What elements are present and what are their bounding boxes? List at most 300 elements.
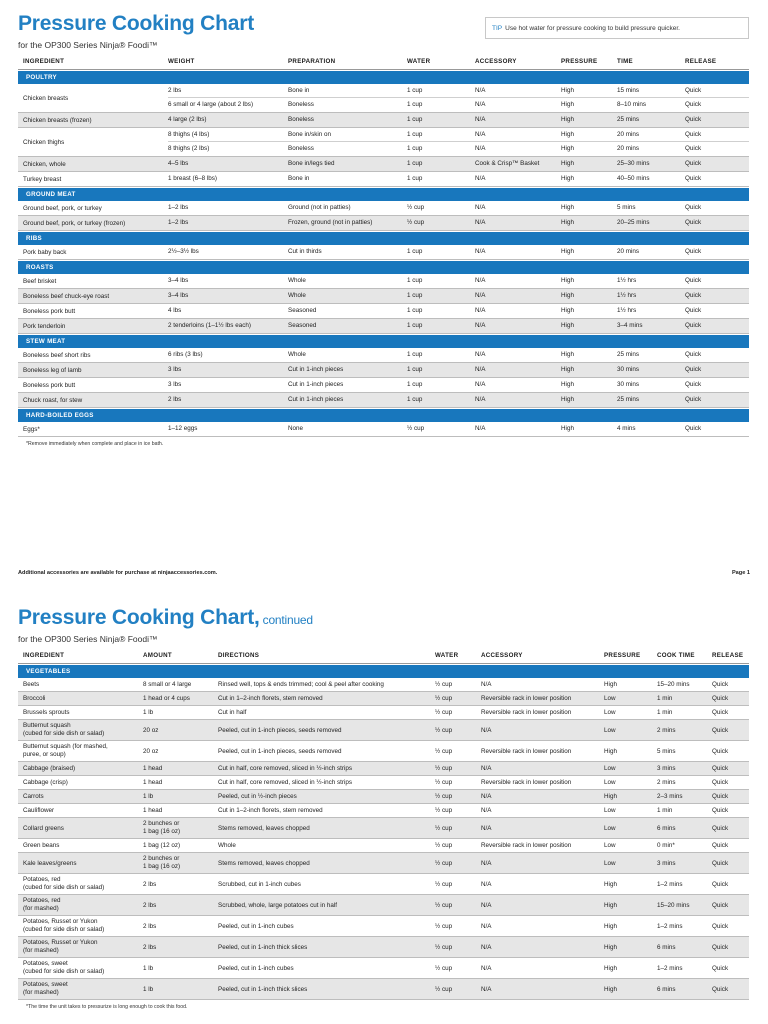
table-row: [18, 422, 749, 437]
time-cell: 25 mins: [617, 116, 640, 123]
directions-cell: Stems removed, leaves chopped: [218, 824, 310, 832]
table-row: [18, 216, 749, 231]
column-header: INGREDIENT: [23, 652, 65, 659]
directions-cell: Stems removed, leaves chopped: [218, 859, 310, 867]
column-header: AMOUNT: [143, 652, 172, 659]
weight-cell: 3 lbs: [168, 381, 182, 388]
preparation-cell: Whole: [288, 277, 306, 284]
time-cell: 40–50 mins: [617, 175, 650, 182]
amount-cell: 2 lbs: [143, 922, 157, 930]
pressure-cell: High: [561, 248, 574, 255]
weight-cell: 2 lbs: [168, 396, 182, 403]
preparation-cell: Bone in/legs tied: [288, 160, 335, 167]
weight-cell: 1–2 lbs: [168, 204, 189, 211]
release-cell: Quick: [712, 985, 729, 993]
pressure-cell: High: [604, 943, 617, 951]
pressure-cell: High: [561, 175, 574, 182]
water-cell: ½ cup: [435, 880, 453, 888]
ingredient-cell: Butternut squash (for mashed,: [23, 743, 108, 750]
water-cell: ½ cup: [435, 695, 453, 702]
water-cell: ½ cup: [435, 709, 453, 716]
release-cell: Quick: [712, 765, 729, 772]
ingredient-cell: (cubed for side dish or salad): [23, 925, 105, 933]
column-header: WEIGHT: [168, 58, 195, 65]
table-row: [18, 172, 749, 187]
ingredient-cell: Cauliflower: [23, 807, 55, 814]
accessory-cell: N/A: [481, 765, 492, 772]
release-cell: Quick: [685, 175, 702, 182]
table-row: [18, 378, 749, 393]
accessory-cell: Reversible rack in lower position: [481, 695, 572, 702]
directions-cell: Peeled, cut in ½-inch pieces: [218, 793, 297, 800]
table-header-continued: [18, 649, 749, 664]
accessories-footer: Additional accessories are available for purchase at ninjaaccessories.com.: [18, 570, 218, 576]
accessory-cell: N/A: [481, 922, 492, 930]
water-cell: ½ cup: [435, 681, 453, 688]
amount-cell: 1 head: [143, 779, 163, 786]
time-cell: 5 mins: [617, 204, 636, 211]
column-header: WATER: [407, 58, 431, 65]
accessory-cell: N/A: [481, 943, 492, 951]
water-cell: ½ cup: [407, 219, 425, 226]
page-number: Page 1: [731, 570, 750, 576]
column-header: RELEASE: [685, 58, 717, 65]
preparation-cell: Cut in 1-inch pieces: [288, 366, 344, 373]
ingredient-cell: Boneless leg of lamb: [23, 366, 82, 374]
table-row: [18, 363, 749, 378]
water-cell: 1 cup: [407, 322, 423, 329]
water-cell: 1 cup: [407, 396, 423, 403]
release-cell: Quick: [685, 425, 702, 432]
time-cell: 0 min*: [657, 842, 675, 849]
amount-cell: 1 lb: [143, 964, 154, 972]
time-cell: 25 mins: [617, 351, 640, 358]
column-header: COOK TIME: [657, 652, 695, 659]
accessory-cell: N/A: [475, 292, 486, 299]
water-cell: 1 cup: [407, 101, 423, 108]
time-cell: 15 mins: [617, 87, 640, 94]
accessory-cell: N/A: [475, 87, 486, 94]
pressure-cell: Low: [604, 765, 616, 772]
column-header: ACCESSORY: [475, 58, 517, 65]
pressure-cell: High: [604, 880, 617, 888]
accessory-cell: N/A: [481, 807, 492, 814]
page-subtitle: for the OP300 Series Ninja® Foodi™: [18, 40, 158, 50]
table-row: [18, 348, 749, 363]
table-row: [18, 895, 749, 916]
ingredient-cell: Chicken thighs: [23, 138, 65, 146]
ingredient-cell: Potatoes, red: [23, 876, 61, 883]
ingredient-cell: Beef brisket: [23, 277, 57, 285]
amount-cell: 8 small or 4 large: [143, 681, 192, 688]
pressure-cell: High: [604, 747, 617, 755]
weight-cell: 8 thighs (4 lbs): [168, 131, 210, 138]
time-cell: 5 mins: [657, 747, 676, 755]
section-header: ROASTS: [18, 261, 749, 274]
accessory-cell: N/A: [481, 824, 492, 832]
preparation-cell: Ground (not in patties): [288, 204, 351, 211]
sub-row-divider: [168, 97, 749, 98]
table-row: [18, 201, 749, 216]
pressure-cell: Low: [604, 824, 616, 832]
release-cell: Quick: [712, 943, 729, 951]
page-subtitle-continued: for the OP300 Series Ninja® Foodi™: [18, 634, 158, 644]
weight-cell: 1–2 lbs: [168, 219, 189, 226]
directions-cell: Cut in half, core removed, sliced in ½-inch strips: [218, 779, 353, 786]
directions-cell: Peeled, cut in 1-inch cubes: [218, 922, 294, 930]
time-cell: 3 mins: [657, 765, 676, 772]
pressure-cell: High: [561, 204, 574, 211]
pressure-cell: Low: [604, 779, 616, 786]
directions-cell: Peeled, cut in 1-inch thick slices: [218, 985, 308, 993]
time-cell: 20 mins: [617, 131, 640, 138]
column-header: DIRECTIONS: [218, 652, 260, 659]
release-cell: Quick: [685, 322, 702, 329]
accessory-cell: N/A: [475, 277, 486, 284]
water-cell: 1 cup: [407, 131, 423, 138]
weight-cell: 3–4 lbs: [168, 277, 189, 284]
pressure-chart-table-continued: [18, 649, 749, 1000]
release-cell: Quick: [685, 277, 702, 284]
release-cell: Quick: [712, 681, 729, 688]
time-cell: 6 mins: [657, 985, 676, 993]
water-cell: 1 cup: [407, 351, 423, 358]
water-cell: 1 cup: [407, 145, 423, 152]
accessory-cell: N/A: [475, 175, 486, 182]
accessory-cell: N/A: [475, 396, 486, 403]
weight-cell: 2 lbs: [168, 87, 182, 94]
release-cell: Quick: [712, 709, 729, 716]
weight-cell: 1–12 eggs: [168, 425, 198, 432]
accessory-cell: N/A: [475, 366, 486, 373]
weight-cell: 8 thighs (2 lbs): [168, 145, 210, 152]
ingredient-cell: Chicken breasts (frozen): [23, 116, 92, 124]
weight-cell: 2 tenderloins (1–1½ lbs each): [168, 322, 251, 329]
table-row: [18, 790, 749, 804]
tip-text: Use hot water for pressure cooking to build pressure quicker.: [505, 25, 680, 32]
directions-cell: Whole: [218, 842, 236, 849]
ingredient-cell: Pork tenderloin: [23, 322, 66, 330]
section-header: RIBS: [18, 232, 749, 245]
release-cell: Quick: [685, 219, 702, 226]
amount-cell: 20 oz: [143, 726, 159, 734]
amount-cell: 1 lb: [143, 709, 154, 716]
water-cell: 1 cup: [407, 277, 423, 284]
ingredient-cell: Chicken breasts: [23, 94, 69, 102]
pressure-cell: Low: [604, 726, 616, 734]
accessory-cell: N/A: [481, 793, 492, 800]
release-cell: Quick: [685, 351, 702, 358]
water-cell: ½ cup: [435, 765, 453, 772]
weight-cell: 6 small or 4 large (about 2 lbs): [168, 101, 254, 108]
table-row: [18, 853, 749, 874]
weight-cell: 4–5 lbs: [168, 160, 189, 167]
ingredient-cell: (for mashed): [23, 988, 59, 996]
accessory-cell: N/A: [475, 248, 486, 255]
water-cell: ½ cup: [435, 807, 453, 814]
tip-label: TIP: [492, 25, 503, 32]
ingredient-cell: Broccoli: [23, 695, 46, 702]
time-cell: 4 mins: [617, 425, 636, 432]
table-row: [18, 113, 749, 128]
time-cell: 25 mins: [617, 396, 640, 403]
water-cell: ½ cup: [435, 922, 453, 930]
pressure-cell: High: [561, 145, 574, 152]
release-cell: Quick: [685, 116, 702, 123]
amount-cell: 1 bag (12 oz): [143, 842, 181, 849]
release-cell: Quick: [712, 842, 729, 849]
column-header: PREPARATION: [288, 58, 336, 65]
weight-cell: 3 lbs: [168, 366, 182, 373]
time-cell: 2 mins: [657, 779, 676, 786]
table-row: [18, 804, 749, 818]
ingredient-cell: Boneless pork butt: [23, 307, 76, 315]
table-row: [18, 762, 749, 776]
water-cell: 1 cup: [407, 292, 423, 299]
water-cell: 1 cup: [407, 87, 423, 94]
directions-cell: Cut in half: [218, 709, 247, 716]
preparation-cell: Cut in 1-inch pieces: [288, 381, 344, 388]
accessory-cell: N/A: [481, 859, 492, 867]
table-row: [18, 839, 749, 853]
time-cell: 15–20 mins: [657, 681, 690, 688]
ingredient-cell: (for mashed): [23, 904, 59, 912]
section-header: GROUND MEAT: [18, 188, 749, 201]
preparation-cell: Frozen, ground (not in patties): [288, 219, 373, 226]
pressure-cell: High: [561, 381, 574, 388]
table-row: [18, 818, 749, 839]
ingredient-cell: Chicken, whole: [23, 160, 66, 168]
time-cell: 1–2 mins: [657, 880, 683, 888]
ingredient-cell: Potatoes, red: [23, 897, 61, 904]
pressure-cell: Low: [604, 807, 616, 814]
accessory-cell: N/A: [475, 131, 486, 138]
amount-cell: 2 lbs: [143, 943, 157, 951]
table-row: [18, 720, 749, 741]
release-cell: Quick: [712, 824, 729, 832]
release-cell: Quick: [712, 747, 729, 755]
accessory-cell: Reversible rack in lower position: [481, 747, 572, 755]
water-cell: ½ cup: [435, 901, 453, 909]
release-cell: Quick: [685, 145, 702, 152]
time-cell: 15–20 mins: [657, 901, 690, 909]
pressure-cell: High: [561, 277, 574, 284]
ingredient-cell: Pork baby back: [23, 248, 67, 256]
ingredient-cell: Cabbage (braised): [23, 765, 76, 772]
water-cell: ½ cup: [407, 425, 425, 432]
section-header: VEGETABLES: [18, 665, 749, 678]
amount-cell: 1 bag (16 oz): [143, 862, 181, 870]
time-cell: 25–30 mins: [617, 160, 650, 167]
preparation-cell: Bone in: [288, 87, 310, 94]
table-row: [18, 958, 749, 979]
table-row: [18, 289, 749, 304]
amount-cell: 2 lbs: [143, 901, 157, 909]
release-cell: Quick: [685, 160, 702, 167]
accessory-cell: N/A: [475, 351, 486, 358]
preparation-cell: Boneless: [288, 145, 314, 152]
pressure-cell: High: [561, 322, 574, 329]
release-cell: Quick: [685, 131, 702, 138]
pressure-cell: Low: [604, 859, 616, 867]
release-cell: Quick: [712, 901, 729, 909]
time-cell: 1½ hrs: [617, 277, 637, 284]
release-cell: Quick: [712, 922, 729, 930]
ingredient-cell: Turkey breast: [23, 175, 62, 183]
time-cell: 3–4 mins: [617, 322, 643, 329]
footnote: *Remove immediately when complete and place in ice bath.: [26, 441, 164, 447]
time-cell: 1½ hrs: [617, 292, 637, 299]
accessory-cell: N/A: [481, 681, 492, 688]
time-cell: 6 mins: [657, 943, 676, 951]
pressure-cell: High: [561, 292, 574, 299]
amount-cell: 1 head: [143, 765, 163, 772]
time-cell: 1 min: [657, 695, 673, 702]
release-cell: Quick: [712, 807, 729, 814]
amount-cell: 20 oz: [143, 747, 159, 755]
column-header: TIME: [617, 58, 633, 65]
column-header: PRESSURE: [561, 58, 598, 65]
amount-cell: 2 bunches or: [143, 855, 180, 862]
water-cell: ½ cup: [435, 747, 453, 755]
water-cell: ½ cup: [407, 204, 425, 211]
amount-cell: 1 bag (16 oz): [143, 827, 181, 835]
accessory-cell: Reversible rack in lower position: [481, 842, 572, 849]
table-row: [18, 979, 749, 1000]
accessory-cell: Cook & Crisp™ Basket: [475, 160, 540, 167]
pressure-cell: High: [561, 131, 574, 138]
preparation-cell: Boneless: [288, 116, 314, 123]
pressure-cell: High: [604, 985, 617, 993]
time-cell: 3 mins: [657, 859, 676, 867]
water-cell: 1 cup: [407, 381, 423, 388]
ingredient-cell: (cubed for side dish or salad): [23, 883, 105, 891]
pressure-cell: High: [561, 307, 574, 314]
weight-cell: 4 large (2 lbs): [168, 116, 207, 123]
section-header: POULTRY: [18, 71, 749, 84]
table-row: [18, 706, 749, 720]
pressure-cell: Low: [604, 842, 616, 849]
accessory-cell: N/A: [475, 381, 486, 388]
preparation-cell: None: [288, 425, 304, 432]
pressure-cell: Low: [604, 695, 616, 702]
preparation-cell: Whole: [288, 351, 306, 358]
accessory-cell: Reversible rack in lower position: [481, 779, 572, 786]
ingredient-cell: Collard greens: [23, 824, 64, 832]
accessory-cell: Reversible rack in lower position: [481, 709, 572, 716]
table-header: [18, 55, 749, 70]
column-header: WATER: [435, 652, 459, 659]
water-cell: ½ cup: [435, 726, 453, 734]
ingredient-cell: Potatoes, Russet or Yukon: [23, 939, 98, 946]
preparation-cell: Cut in thirds: [288, 248, 322, 255]
page-title: Pressure Cooking Chart: [18, 12, 254, 35]
directions-cell: Scrubbed, cut in 1-inch cubes: [218, 880, 301, 888]
page-title-continued: [18, 606, 313, 630]
weight-cell: 6 ribs (3 lbs): [168, 351, 203, 358]
table-row: [18, 128, 749, 157]
table-row: [18, 776, 749, 790]
ingredient-cell: Green beans: [23, 842, 60, 849]
accessory-cell: N/A: [475, 145, 486, 152]
pressure-cell: High: [604, 964, 617, 972]
release-cell: Quick: [712, 859, 729, 867]
time-cell: 1–2 mins: [657, 964, 683, 972]
ingredient-cell: (cubed for side dish or salad): [23, 729, 105, 737]
pressure-cell: High: [604, 793, 617, 800]
table-row: [18, 874, 749, 895]
ingredient-cell: Potatoes, Russet or Yukon: [23, 918, 98, 925]
ingredient-cell: Boneless pork butt: [23, 381, 76, 389]
time-cell: 1 min: [657, 807, 673, 814]
release-cell: Quick: [685, 292, 702, 299]
release-cell: Quick: [685, 248, 702, 255]
amount-cell: 1 head: [143, 807, 163, 814]
preparation-cell: Whole: [288, 292, 306, 299]
table-row: [18, 245, 749, 260]
table-row: [18, 157, 749, 172]
table-row: [18, 304, 749, 319]
weight-cell: 3–4 lbs: [168, 292, 189, 299]
water-cell: ½ cup: [435, 824, 453, 832]
directions-cell: Peeled, cut in 1-inch pieces, seeds removed: [218, 726, 342, 734]
accessory-cell: N/A: [481, 726, 492, 734]
time-cell: 1–2 mins: [657, 922, 683, 930]
accessory-cell: N/A: [475, 101, 486, 108]
water-cell: ½ cup: [435, 793, 453, 800]
release-cell: Quick: [685, 101, 702, 108]
release-cell: Quick: [712, 726, 729, 734]
release-cell: Quick: [685, 366, 702, 373]
accessory-cell: N/A: [475, 322, 486, 329]
water-cell: ½ cup: [435, 943, 453, 951]
ingredient-cell: (cubed for side dish or salad): [23, 967, 105, 975]
weight-cell: 4 lbs: [168, 307, 182, 314]
section-header: HARD-BOILED EGGS: [18, 409, 749, 422]
section-header: STEW MEAT: [18, 335, 749, 348]
ingredient-cell: Chuck roast, for stew: [23, 396, 83, 404]
ingredient-cell: Carrots: [23, 793, 44, 800]
release-cell: Quick: [685, 87, 702, 94]
water-cell: 1 cup: [407, 175, 423, 182]
pressure-cell: High: [561, 87, 574, 94]
table-row: [18, 274, 749, 289]
water-cell: ½ cup: [435, 985, 453, 993]
time-cell: 1½ hrs: [617, 307, 637, 314]
table-row: [18, 916, 749, 937]
pressure-chart-table: [18, 55, 749, 437]
amount-cell: 2 bunches or: [143, 820, 180, 827]
time-cell: 20 mins: [617, 248, 640, 255]
preparation-cell: Boneless: [288, 101, 314, 108]
time-cell: 8–10 mins: [617, 101, 647, 108]
water-cell: ½ cup: [435, 779, 453, 786]
release-cell: Quick: [712, 964, 729, 972]
continued-title: Pressure Cooking Chart,: [18, 606, 260, 629]
ingredient-cell: Boneless beef chuck-eye roast: [23, 292, 110, 300]
ingredient-cell: Eggs*: [23, 425, 40, 433]
water-cell: ½ cup: [435, 964, 453, 972]
directions-cell: Peeled, cut in 1-inch cubes: [218, 964, 294, 972]
pressure-cell: High: [561, 219, 574, 226]
pressure-cell: Low: [604, 709, 616, 716]
amount-cell: 1 lb: [143, 985, 154, 993]
time-cell: 30 mins: [617, 366, 640, 373]
pressure-cell: High: [561, 101, 574, 108]
release-cell: Quick: [712, 779, 729, 786]
preparation-cell: Bone in/skin on: [288, 131, 332, 138]
ingredient-cell: Boneless beef short ribs: [23, 351, 91, 359]
